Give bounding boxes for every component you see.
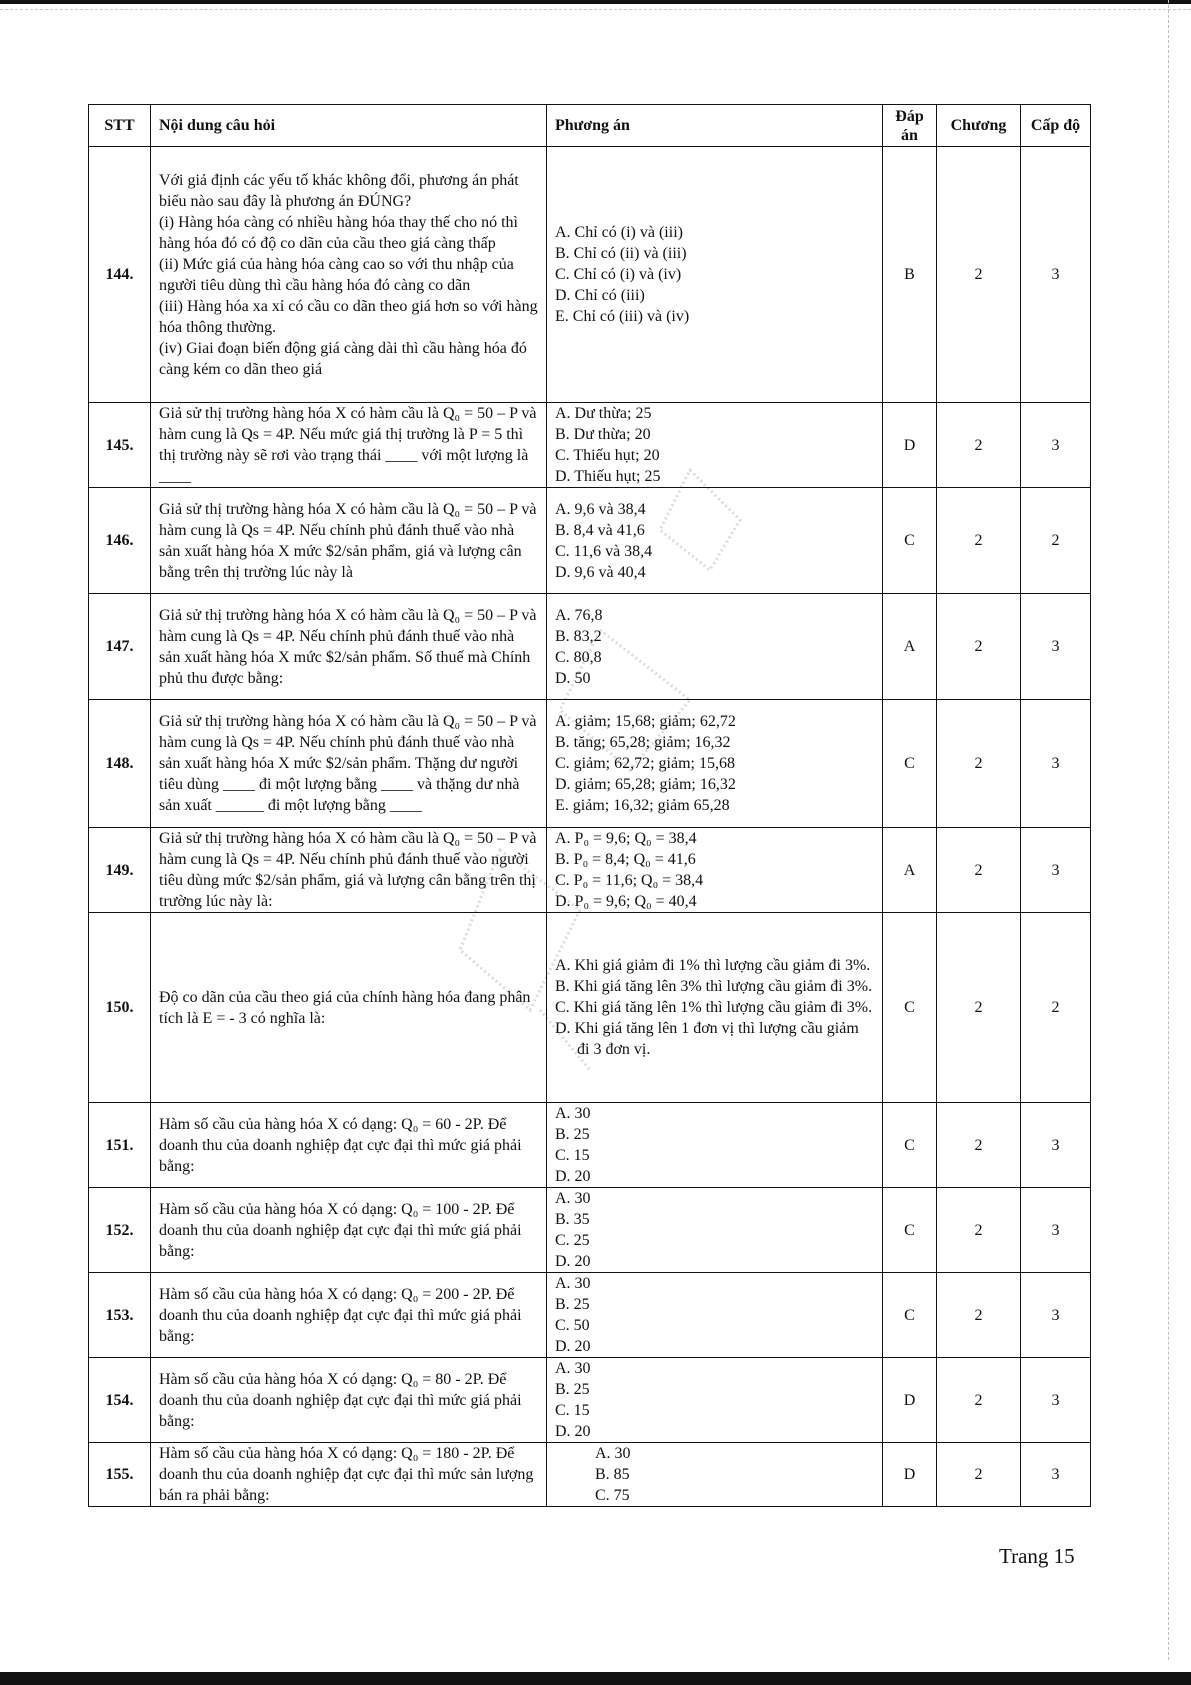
question-line: Hàm số cầu của hàng hóa X có dạng: Q₀ = 100 - 2P. Để doanh thu của doanh nghiệp đạt cực đại thì mức giá phải bằng: <box>159 1200 522 1260</box>
row-answer: C <box>883 1273 937 1358</box>
option-item: A. Khi giá giảm đi 1% thì lượng cầu giảm đi 3%. <box>555 957 871 974</box>
row-level: 3 <box>1021 147 1091 403</box>
right-margin-line <box>1168 0 1170 1660</box>
row-stt: 146. <box>89 488 151 594</box>
option-item: D. Thiếu hụt; 25 <box>555 468 661 485</box>
question-line: Hàm số cầu của hàng hóa X có dạng: Q₀ = 180 - 2P. Để doanh thu của doanh nghiệp đạt cực đại thì mức sản lượng bán ra phải bằng: <box>159 1445 534 1504</box>
question-table <box>88 104 1091 1507</box>
row-level: 3 <box>1021 1443 1091 1507</box>
row-answer: A <box>883 828 937 913</box>
row-level: 3 <box>1021 828 1091 913</box>
row-level: 2 <box>1021 913 1091 1103</box>
row-answer: C <box>883 1103 937 1188</box>
row-stt: 155. <box>89 1443 151 1507</box>
option-item: A. 76,8 <box>555 606 603 624</box>
question-line: Hàm số cầu của hàng hóa X có dạng: Q₀ = 200 - 2P. Để doanh thu của doanh nghiệp đạt cực đại thì mức giá phải bằng: <box>159 1285 522 1345</box>
header-answer: Đáp án <box>883 105 937 147</box>
question-line: Hàm số cầu của hàng hóa X có dạng: Q₀ = 60 - 2P. Để doanh thu của doanh nghiệp đạt cực đại thì mức giá phải bằng: <box>159 1115 522 1175</box>
row-answer: C <box>883 488 937 594</box>
option-item: A. 30 <box>555 1105 591 1122</box>
option-item: B. 35 <box>555 1211 590 1228</box>
question-line: Giả sử thị trường hàng hóa X có hàm cầu là Q₀ = 50 – P và hàm cung là Qs = 4P. Nếu chính phủ đánh thuế vào nhà sản xuất hàng hóa X mức $2/sản phẩm. Thặng dư người tiêu dùng ____ đi một lượng bằng ____ và thặng dư nhà sản xuất ______ đi một lượng bằng ____ <box>159 713 537 814</box>
row-level: 3 <box>1021 700 1091 828</box>
row-chapter: 2 <box>937 594 1021 700</box>
row-answer: C <box>883 1188 937 1273</box>
row-question <box>151 1443 547 1507</box>
question-line: Với giả định các yếu tố khác không đổi, phương án phát biểu nào sau đây là phương án ĐÚNG? <box>159 171 519 210</box>
top-scan-border <box>0 0 1191 4</box>
option-item: D. Khi giá tăng lên 1 đơn vị thì lượng cầu giảm đi 3 đơn vị. <box>555 1020 859 1058</box>
row-chapter: 2 <box>937 1443 1021 1507</box>
table-row <box>89 1103 1091 1188</box>
row-options <box>547 488 883 594</box>
row-level: 3 <box>1021 1358 1091 1443</box>
row-answer: A <box>883 594 937 700</box>
option-item: A. Chỉ có (i) và (iii) <box>555 224 683 241</box>
row-level: 3 <box>1021 403 1091 488</box>
table-row <box>89 1443 1091 1507</box>
question-line: (iii) Hàng hóa xa xỉ có cầu co dãn theo giá hơn so với hàng hóa thông thường. <box>159 297 538 336</box>
row-options <box>547 147 883 403</box>
option-item: B. Chỉ có (ii) và (iii) <box>555 245 687 262</box>
option-item: B. 83,2 <box>555 627 602 645</box>
row-stt: 152. <box>89 1188 151 1273</box>
row-question <box>151 700 547 828</box>
option-item: D. P₀ = 9,6; Q₀ = 40,4 <box>555 893 697 910</box>
row-options <box>547 828 883 913</box>
row-options <box>547 913 883 1103</box>
option-item: E. giảm; 16,32; giảm 65,28 <box>555 797 730 814</box>
option-item: D. 20 <box>555 1253 591 1270</box>
header-stt: STT <box>89 105 151 147</box>
option-item: C. 11,6 và 38,4 <box>555 542 653 560</box>
question-line: (ii) Mức giá của hàng hóa càng cao so với thu nhập của người tiêu dùng thì cầu hàng hóa đó càng co dãn <box>159 255 514 294</box>
row-options <box>547 1273 883 1358</box>
option-item: B. 25 <box>555 1126 590 1143</box>
row-answer: D <box>883 1358 937 1443</box>
row-stt: 153. <box>89 1273 151 1358</box>
row-question <box>151 1358 547 1443</box>
option-item: B. 8,4 và 41,6 <box>555 521 645 539</box>
option-item: D. 9,6 và 40,4 <box>555 563 646 581</box>
option-item: A. giảm; 15,68; giảm; 62,72 <box>555 713 736 730</box>
row-options <box>547 594 883 700</box>
row-chapter: 2 <box>937 1273 1021 1358</box>
table-body <box>89 147 1091 1507</box>
option-item: E. Chỉ có (iii) và (iv) <box>555 308 690 325</box>
table-row <box>89 403 1091 488</box>
row-chapter: 2 <box>937 828 1021 913</box>
table-row <box>89 1273 1091 1358</box>
option-item: D. Chỉ có (iii) <box>555 287 645 304</box>
header-question: Nội dung câu hỏi <box>151 105 547 147</box>
row-chapter: 2 <box>937 147 1021 403</box>
row-level: 2 <box>1021 488 1091 594</box>
question-line: Giả sử thị trường hàng hóa X có hàm cầu là Q₀ = 50 – P và hàm cung là Qs = 4P. Nếu chính phủ đánh thuế vào người tiêu dùng mức $2/sản phẩm, giá và lượng cân bằng trên thị trường lúc này là: <box>159 830 537 910</box>
row-options <box>547 1443 883 1507</box>
option-item: D. 20 <box>555 1338 591 1355</box>
row-level: 3 <box>1021 1273 1091 1358</box>
question-line: Giả sử thị trường hàng hóa X có hàm cầu là Q₀ = 50 – P và hàm cung là Qs = 4P. Nếu chính phủ đánh thuế vào nhà sản xuất hàng hóa X mức $2/sản phẩm. Số thuế mà Chính phủ thu được bằng: <box>159 606 537 687</box>
row-stt: 150. <box>89 913 151 1103</box>
option-item: A. 9,6 và 38,4 <box>555 500 646 518</box>
option-item: A. 30 <box>555 1275 591 1292</box>
option-item: B. tăng; 65,28; giảm; 16,32 <box>555 734 731 751</box>
option-item: C. Chỉ có (i) và (iv) <box>555 266 682 283</box>
option-item: C. giảm; 62,72; giảm; 15,68 <box>555 755 735 772</box>
row-question <box>151 1188 547 1273</box>
row-question <box>151 147 547 403</box>
row-level: 3 <box>1021 1103 1091 1188</box>
option-item: B. Khi giá tăng lên 3% thì lượng cầu giảm đi 3%. <box>555 978 873 995</box>
row-question <box>151 594 547 700</box>
row-chapter: 2 <box>937 913 1021 1103</box>
row-options <box>547 1188 883 1273</box>
option-item: A. Dư thừa; 25 <box>555 405 652 422</box>
table-row <box>89 913 1091 1103</box>
row-options <box>547 1103 883 1188</box>
option-item: C. 25 <box>555 1232 590 1249</box>
page-number: Trang 15 <box>999 1544 1075 1568</box>
option-item: C. 15 <box>555 1147 590 1164</box>
option-item: C. 50 <box>555 1317 590 1334</box>
row-stt: 149. <box>89 828 151 913</box>
row-question <box>151 488 547 594</box>
option-item: A. 30 <box>555 1360 591 1377</box>
row-options <box>547 403 883 488</box>
row-chapter: 2 <box>937 403 1021 488</box>
row-question <box>151 403 547 488</box>
option-item: C. P₀ = 11,6; Q₀ = 38,4 <box>555 872 704 889</box>
table-row <box>89 594 1091 700</box>
table-row <box>89 700 1091 828</box>
header-level: Cấp độ <box>1021 105 1091 147</box>
option-item: A. 30 <box>595 1445 631 1462</box>
row-stt: 145. <box>89 403 151 488</box>
table-row <box>89 828 1091 913</box>
row-question <box>151 913 547 1103</box>
option-item: C. 15 <box>555 1402 590 1419</box>
question-line: Độ co dãn của cầu theo giá của chính hàng hóa đang phân tích là E = - 3 có nghĩa là: <box>159 988 531 1027</box>
table-row <box>89 147 1091 403</box>
row-level: 3 <box>1021 594 1091 700</box>
row-question <box>151 828 547 913</box>
question-line: (i) Hàng hóa càng có nhiều hàng hóa thay thế cho nó thì hàng hóa đó có độ co dãn của cầu theo giá càng thấp <box>159 213 518 252</box>
question-line: (iv) Giai đoạn biến động giá càng dài thì cầu hàng hóa đó càng kém co dãn theo giá <box>159 339 527 378</box>
option-item: C. Thiếu hụt; 20 <box>555 447 660 464</box>
option-item: C. Khi giá tăng lên 1% thì lượng cầu giảm đi 3%. <box>555 999 873 1016</box>
row-question <box>151 1103 547 1188</box>
row-stt: 148. <box>89 700 151 828</box>
row-answer: C <box>883 700 937 828</box>
row-stt: 151. <box>89 1103 151 1188</box>
row-chapter: 2 <box>937 488 1021 594</box>
question-line: Hàm số cầu của hàng hóa X có dạng: Q₀ = 80 - 2P. Để doanh thu của doanh nghiệp đạt cực đại thì mức giá phải bằng: <box>159 1370 522 1430</box>
question-line: Giả sử thị trường hàng hóa X có hàm cầu là Q₀ = 50 – P và hàm cung là Qs = 4P. Nếu mức giá thị trường là P = 5 thì thị trường này sẽ rơi vào trạng thái ____ với một lượng là ____ <box>159 405 537 485</box>
row-stt: 154. <box>89 1358 151 1443</box>
question-line: Giả sử thị trường hàng hóa X có hàm cầu là Q₀ = 50 – P và hàm cung là Qs = 4P. Nếu chính phủ đánh thuế vào nhà sản xuất hàng hóa X mức $2/sản phẩm, giá và lượng cân bằng trên thị trường lúc này là <box>159 500 537 581</box>
header-chapter: Chương <box>937 105 1021 147</box>
row-answer: B <box>883 147 937 403</box>
option-item: D. 20 <box>555 1168 591 1185</box>
option-item: B. 25 <box>555 1296 590 1313</box>
option-item: A. P₀ = 9,6; Q₀ = 38,4 <box>555 830 697 847</box>
row-question <box>151 1273 547 1358</box>
option-item: C. 80,8 <box>555 648 602 666</box>
row-answer: D <box>883 403 937 488</box>
option-item: B. 25 <box>555 1381 590 1398</box>
table-row <box>89 488 1091 594</box>
row-options <box>547 1358 883 1443</box>
option-item: B. Dư thừa; 20 <box>555 426 651 443</box>
option-item: B. P₀ = 8,4; Q₀ = 41,6 <box>555 851 696 868</box>
table-row <box>89 1358 1091 1443</box>
option-item: D. giảm; 65,28; giảm; 16,32 <box>555 776 736 793</box>
bottom-scan-border <box>0 1672 1191 1685</box>
row-answer: C <box>883 913 937 1103</box>
option-item: C. 75 <box>595 1487 630 1504</box>
row-answer: D <box>883 1443 937 1507</box>
option-item: D. 20 <box>555 1423 591 1440</box>
row-chapter: 2 <box>937 700 1021 828</box>
row-chapter: 2 <box>937 1188 1021 1273</box>
row-options <box>547 700 883 828</box>
row-level: 3 <box>1021 1188 1091 1273</box>
table-header-row <box>89 105 1091 147</box>
option-item: D. 50 <box>555 669 591 687</box>
option-item: B. 85 <box>595 1466 630 1483</box>
row-chapter: 2 <box>937 1358 1021 1443</box>
row-stt: 147. <box>89 594 151 700</box>
header-options: Phương án <box>547 105 883 147</box>
option-item: A. 30 <box>555 1190 591 1207</box>
table-row <box>89 1188 1091 1273</box>
row-stt: 144. <box>89 147 151 403</box>
row-chapter: 2 <box>937 1103 1021 1188</box>
top-scan-noise <box>0 6 1191 10</box>
